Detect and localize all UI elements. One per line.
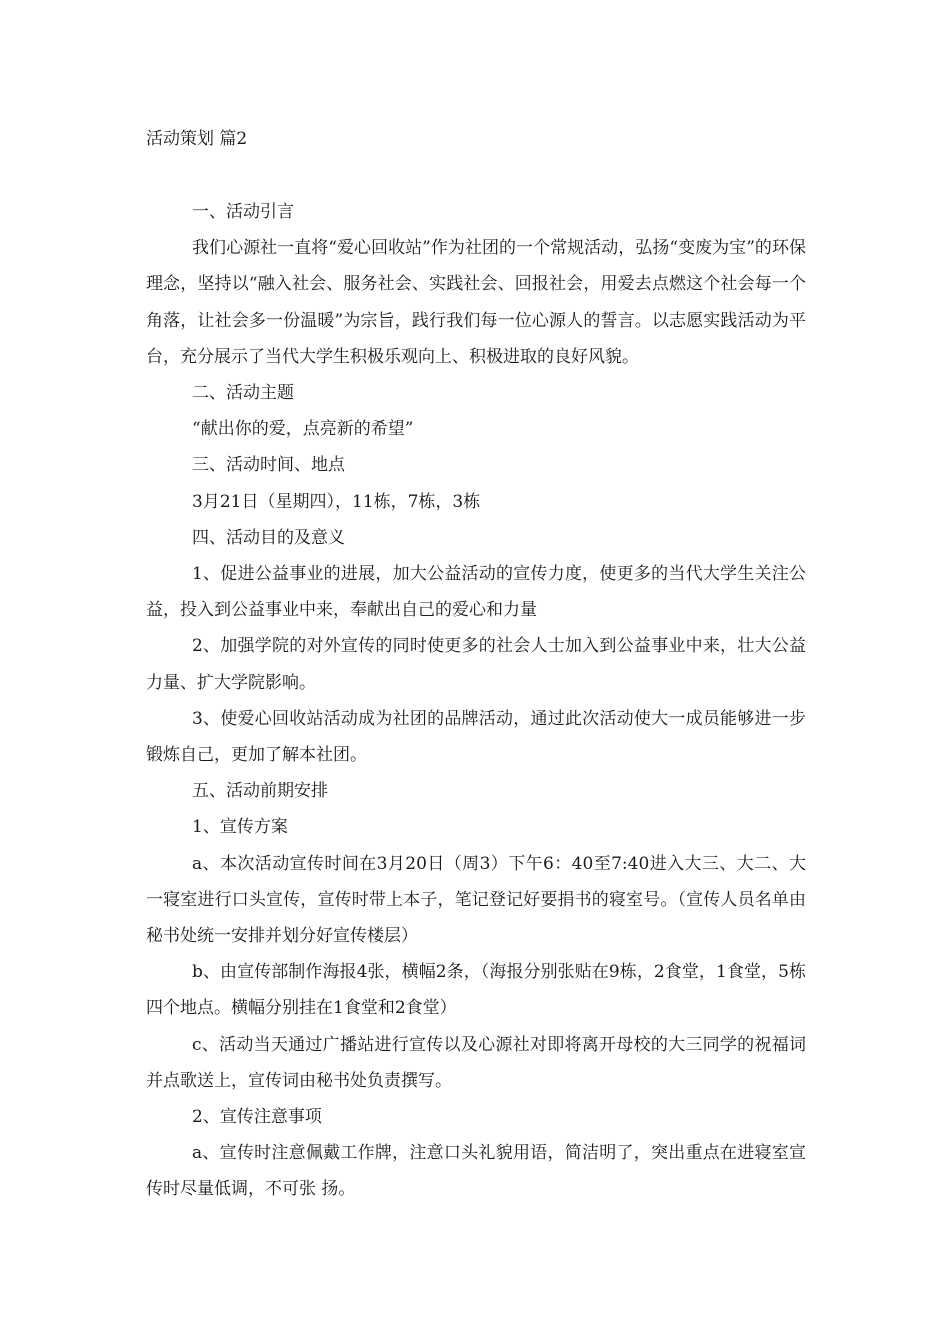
section-heading-preparation: 五、活动前期安排 xyxy=(192,781,328,802)
document-title: 活动策划 篇2 xyxy=(146,129,248,149)
section-heading-introduction: 一、活动引言 xyxy=(192,202,294,222)
paragraph-purpose-2: 2、加强学院的对外宣传的同时使更多的社会人士加入到公益事业中来，壮大公益力量、扩大学院影响。 xyxy=(146,636,806,693)
document-body xyxy=(146,194,806,1208)
section-heading-purpose: 四、活动目的及意义 xyxy=(192,527,345,548)
paragraph-introduction: 我们心源社一直将“爱心回收站”作为社团的一个常规活动，弘扬“变废为宝”的环保理念，坚持以“融入社会、服务社会、实践社会、回报社会，用爱去点燃这个社会每一个角落，让社会多一份温暖”为宗旨，践行我们每一位心源人的誓言。以志愿实践活动为平台，充分展示了当代大学生积极乐观向上、积极进取的良好风貌。 xyxy=(146,238,806,367)
section-heading-theme: 二、活动主题 xyxy=(192,383,294,404)
section-heading-time-place: 三、活动时间、地点 xyxy=(192,455,345,476)
paragraph-purpose-3: 3、使爱心回收站活动成为社团的品牌活动，通过此次活动使大一成员能够进一步锻炼自己，更加了解本社团。 xyxy=(146,708,806,766)
paragraph-notes-a: a、宣传时注意佩戴工作牌，注意口头礼貌用语，简洁明了，突出重点在进寝室宣传时尽量低调，不可张 扬。 xyxy=(146,1143,806,1200)
paragraph-theme: “献出你的爱，点亮新的希望” xyxy=(192,419,414,440)
paragraph-publicity-c: c、活动当天通过广播站进行宣传以及心源社对即将离开母校的大三同学的祝福词并点歌送上，宣传词由秘书处负责撰写。 xyxy=(146,1034,806,1091)
paragraph-time-place: 3月21日（星期四），11栋，7栋，3栋 xyxy=(192,491,481,512)
subheading-publicity-plan: 1、宣传方案 xyxy=(192,817,288,838)
paragraph-publicity-a: a、本次活动宣传时间在3月20日（周3）下午6：40至7:40进入大三、大二、大一寝室进行口头宣传，宣传时带上本子，笔记登记好要捐书的寝室号。（宣传人员名单由秘书处统一安排并划分好宣传楼层） xyxy=(146,853,806,947)
paragraph-publicity-b: b、由宣传部制作海报4张，横幅2条，（海报分别张贴在9栋，2食堂，1食堂，5栋四个地点。横幅分别挂在1食堂和2食堂） xyxy=(146,962,806,1019)
subheading-publicity-notes: 2、宣传注意事项 xyxy=(192,1107,322,1128)
paragraph-purpose-1: 1、促进公益事业的进展，加大公益活动的宣传力度，使更多的当代大学生关注公益，投入到公益事业中来，奉献出自己的爱心和力量 xyxy=(146,564,806,621)
